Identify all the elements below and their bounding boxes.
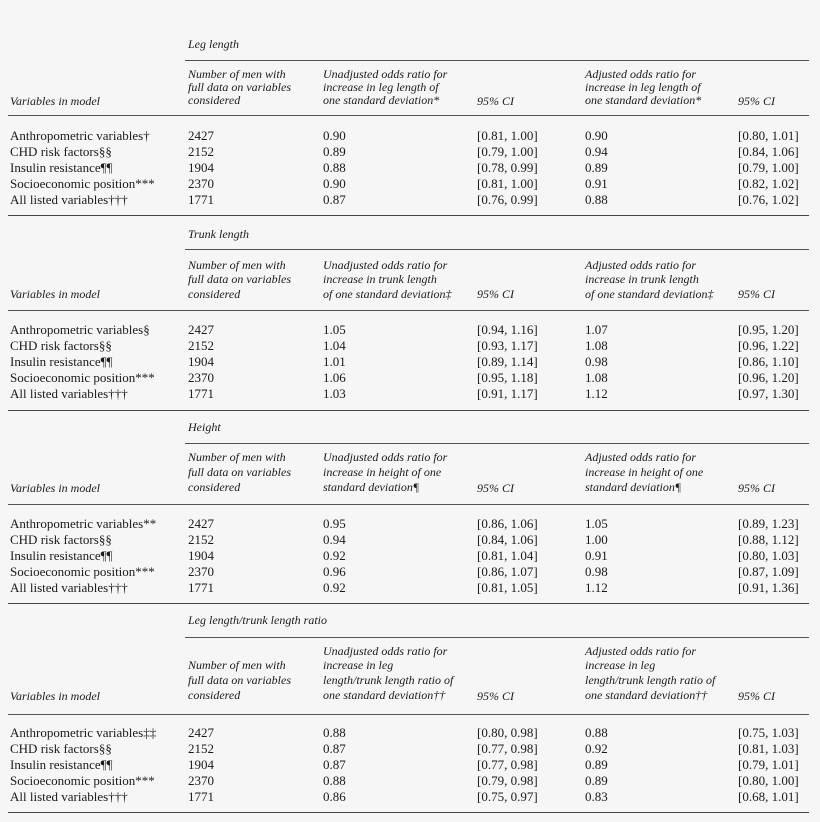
row-ci1: [0.81, 1.00] <box>477 176 538 191</box>
row-unadj: 0.87 <box>323 192 346 207</box>
row-n: 2370 <box>188 370 214 385</box>
row-ci2: [0.68, 1.01] <box>738 789 799 804</box>
col-unadj-line-2: increase in height of one <box>323 465 442 479</box>
header-rule <box>8 504 809 505</box>
row-n: 1904 <box>188 354 214 369</box>
col-variables-header: Variables in model <box>10 94 100 108</box>
row-unadj: 0.87 <box>323 757 346 772</box>
row-unadj: 0.88 <box>323 773 346 788</box>
col-ci1-header: 95% CI <box>477 287 514 301</box>
row-ci2: [0.86, 1.10] <box>738 354 799 369</box>
row-ci1: [0.81, 1.04] <box>477 548 538 563</box>
row-ci2: [0.88, 1.12] <box>738 532 799 547</box>
row-n: 2370 <box>188 773 214 788</box>
row-ci2: [0.96, 1.22] <box>738 338 799 353</box>
col-n-line-2: full data on variables <box>188 272 291 286</box>
row-unadj: 0.87 <box>323 741 346 756</box>
row-adj: 0.94 <box>585 144 608 159</box>
row-unadj: 1.05 <box>323 322 346 337</box>
row-label: Anthropometric variables§ <box>10 322 150 337</box>
col-unadj-line-1: Unadjusted odds ratio for <box>323 644 448 658</box>
section-title: Leg length <box>188 37 239 51</box>
col-variables-header: Variables in model <box>10 481 100 495</box>
col-adj-line-1: Adjusted odds ratio for <box>585 258 697 272</box>
row-n: 2370 <box>188 564 214 579</box>
row-label: Socioeconomic position*** <box>10 773 155 788</box>
row-ci2: [0.95, 1.20] <box>738 322 799 337</box>
row-ci1: [0.78, 0.99] <box>477 160 538 175</box>
row-adj: 1.05 <box>585 516 608 531</box>
row-adj: 0.89 <box>585 757 608 772</box>
col-unadj-line-4: one standard deviation†† <box>323 688 446 702</box>
row-ci2: [0.76, 1.02] <box>738 192 799 207</box>
row-unadj: 1.03 <box>323 386 346 401</box>
section-end-rule <box>8 812 809 813</box>
row-n: 1904 <box>188 160 214 175</box>
row-label: CHD risk factors§§ <box>10 741 112 756</box>
row-ci1: [0.79, 0.98] <box>477 773 538 788</box>
row-adj: 0.98 <box>585 354 608 369</box>
col-n-line-1: Number of men with <box>188 67 286 81</box>
row-ci1: [0.94, 1.16] <box>477 322 538 337</box>
row-adj: 0.92 <box>585 741 608 756</box>
row-unadj: 0.88 <box>323 725 346 740</box>
col-n-line-1: Number of men with <box>188 658 286 672</box>
col-adj-line-1: Adjusted odds ratio for <box>585 644 697 658</box>
row-label: Anthropometric variables** <box>10 516 157 531</box>
col-unadj-line-2: increase in leg length of <box>323 80 439 94</box>
row-ci1: [0.86, 1.06] <box>477 516 538 531</box>
row-label: All listed variables††† <box>10 386 128 401</box>
row-ci2: [0.81, 1.03] <box>738 741 799 756</box>
row-n: 2152 <box>188 144 214 159</box>
col-unadj-line-1: Unadjusted odds ratio for <box>323 258 448 272</box>
row-n: 1771 <box>188 386 214 401</box>
col-unadj-line-3: one standard deviation* <box>323 93 440 107</box>
row-ci2: [0.80, 1.00] <box>738 773 799 788</box>
row-n: 2152 <box>188 338 214 353</box>
row-unadj: 0.86 <box>323 789 346 804</box>
col-adj-line-2: increase in leg length of <box>585 80 701 94</box>
row-n: 1904 <box>188 757 214 772</box>
row-ci2: [0.97, 1.30] <box>738 386 799 401</box>
col-unadj-line-2: increase in leg <box>323 658 394 672</box>
col-variables-header: Variables in model <box>10 689 100 703</box>
col-n-line-3: considered <box>188 480 241 494</box>
row-unadj: 0.95 <box>323 516 346 531</box>
row-unadj: 0.88 <box>323 160 346 175</box>
row-ci1: [0.95, 1.18] <box>477 370 538 385</box>
row-n: 2152 <box>188 741 214 756</box>
row-unadj: 0.92 <box>323 548 346 563</box>
section-end-rule <box>8 410 809 411</box>
row-n: 2427 <box>188 725 214 740</box>
row-adj: 0.98 <box>585 564 608 579</box>
row-adj: 0.88 <box>585 192 608 207</box>
col-n-line-3: considered <box>188 93 241 107</box>
row-adj: 1.12 <box>585 580 608 595</box>
row-n: 2370 <box>188 176 214 191</box>
row-n: 1771 <box>188 192 214 207</box>
col-adj-line-1: Adjusted odds ratio for <box>585 450 697 464</box>
row-n: 2427 <box>188 516 214 531</box>
col-ci1-header: 95% CI <box>477 689 514 703</box>
row-ci1: [0.86, 1.07] <box>477 564 538 579</box>
col-ci2-header: 95% CI <box>738 94 775 108</box>
row-n: 2427 <box>188 322 214 337</box>
col-ci1-header: 95% CI <box>477 481 514 495</box>
row-label: Anthropometric variables‡‡ <box>10 725 157 740</box>
row-adj: 1.07 <box>585 322 608 337</box>
row-n: 1771 <box>188 580 214 595</box>
row-adj: 0.89 <box>585 160 608 175</box>
row-ci2: [0.89, 1.23] <box>738 516 799 531</box>
row-adj: 1.08 <box>585 370 608 385</box>
row-label: CHD risk factors§§ <box>10 144 112 159</box>
col-n-line-2: full data on variables <box>188 465 291 479</box>
col-adj-line-2: increase in leg <box>585 658 656 672</box>
row-unadj: 1.01 <box>323 354 346 369</box>
col-ci2-header: 95% CI <box>738 481 775 495</box>
row-label: CHD risk factors§§ <box>10 338 112 353</box>
row-ci2: [0.82, 1.02] <box>738 176 799 191</box>
col-adj-line-3: standard deviation¶ <box>585 480 682 494</box>
row-label: Insulin resistance¶¶ <box>10 548 113 563</box>
row-ci1: [0.77, 0.98] <box>477 757 538 772</box>
row-label: Insulin resistance¶¶ <box>10 160 113 175</box>
row-label: Insulin resistance¶¶ <box>10 757 113 772</box>
row-ci1: [0.93, 1.17] <box>477 338 538 353</box>
col-variables-header: Variables in model <box>10 287 100 301</box>
row-ci2: [0.80, 1.01] <box>738 128 799 143</box>
row-ci1: [0.89, 1.14] <box>477 354 538 369</box>
col-adj-line-3: one standard deviation* <box>585 93 702 107</box>
section-title: Leg length/trunk length ratio <box>188 613 327 627</box>
col-adj-line-2: increase in height of one <box>585 465 704 479</box>
header-rule <box>8 310 809 311</box>
row-label: Anthropometric variables† <box>10 128 150 143</box>
col-ci2-header: 95% CI <box>738 287 775 301</box>
row-ci2: [0.75, 1.03] <box>738 725 799 740</box>
row-label: Insulin resistance¶¶ <box>10 354 113 369</box>
row-ci2: [0.96, 1.20] <box>738 370 799 385</box>
row-ci2: [0.80, 1.03] <box>738 548 799 563</box>
row-adj: 0.91 <box>585 176 608 191</box>
row-ci1: [0.79, 1.00] <box>477 144 538 159</box>
row-adj: 0.89 <box>585 773 608 788</box>
header-rule <box>8 714 809 715</box>
col-adj-line-3: length/trunk length ratio of <box>585 673 716 687</box>
row-unadj: 0.92 <box>323 580 346 595</box>
row-unadj: 0.94 <box>323 532 346 547</box>
row-adj: 1.08 <box>585 338 608 353</box>
row-ci1: [0.76, 0.99] <box>477 192 538 207</box>
section-title: Trunk length <box>188 227 250 241</box>
row-unadj: 1.06 <box>323 370 346 385</box>
row-ci1: [0.77, 0.98] <box>477 741 538 756</box>
section-title-rule <box>185 443 809 444</box>
row-unadj: 0.96 <box>323 564 346 579</box>
col-adj-line-1: Adjusted odds ratio for <box>585 67 697 81</box>
section-end-rule <box>8 603 809 604</box>
col-unadj-line-1: Unadjusted odds ratio for <box>323 67 448 81</box>
row-ci2: [0.84, 1.06] <box>738 144 799 159</box>
row-ci1: [0.91, 1.17] <box>477 386 538 401</box>
row-unadj: 0.90 <box>323 176 346 191</box>
row-ci2: [0.79, 1.00] <box>738 160 799 175</box>
col-n-line-3: considered <box>188 287 241 301</box>
col-unadj-line-3: of one standard deviation‡ <box>323 287 452 301</box>
row-unadj: 1.04 <box>323 338 346 353</box>
row-n: 1771 <box>188 789 214 804</box>
row-label: CHD risk factors§§ <box>10 532 112 547</box>
row-n: 1904 <box>188 548 214 563</box>
row-ci1: [0.81, 1.00] <box>477 128 538 143</box>
col-n-line-1: Number of men with <box>188 258 286 272</box>
row-ci2: [0.91, 1.36] <box>738 580 799 595</box>
row-label: All listed variables††† <box>10 580 128 595</box>
row-ci2: [0.79, 1.01] <box>738 757 799 772</box>
row-ci1: [0.80, 0.98] <box>477 725 538 740</box>
col-unadj-line-1: Unadjusted odds ratio for <box>323 450 448 464</box>
section-title-rule <box>185 637 809 638</box>
row-adj: 1.00 <box>585 532 608 547</box>
row-ci2: [0.87, 1.09] <box>738 564 799 579</box>
col-n-line-2: full data on variables <box>188 80 291 94</box>
row-adj: 0.88 <box>585 725 608 740</box>
section-end-rule <box>8 215 809 216</box>
row-label: Socioeconomic position*** <box>10 564 155 579</box>
section-title-rule <box>185 249 809 250</box>
col-n-line-1: Number of men with <box>188 450 286 464</box>
row-adj: 0.91 <box>585 548 608 563</box>
col-unadj-line-3: length/trunk length ratio of <box>323 673 454 687</box>
col-unadj-line-3: standard deviation¶ <box>323 480 420 494</box>
row-unadj: 0.90 <box>323 128 346 143</box>
col-ci2-header: 95% CI <box>738 689 775 703</box>
row-ci1: [0.84, 1.06] <box>477 532 538 547</box>
row-unadj: 0.89 <box>323 144 346 159</box>
col-n-line-2: full data on variables <box>188 673 291 687</box>
row-label: Socioeconomic position*** <box>10 370 155 385</box>
row-ci1: [0.75, 0.97] <box>477 789 538 804</box>
row-label: Socioeconomic position*** <box>10 176 155 191</box>
row-adj: 1.12 <box>585 386 608 401</box>
row-n: 2427 <box>188 128 214 143</box>
col-n-line-3: considered <box>188 688 241 702</box>
row-adj: 0.83 <box>585 789 608 804</box>
section-title-rule <box>185 60 809 61</box>
col-unadj-line-2: increase in trunk length <box>323 272 437 286</box>
col-adj-line-4: one standard deviation†† <box>585 688 708 702</box>
header-rule <box>8 115 809 116</box>
col-adj-line-2: increase in trunk length <box>585 272 699 286</box>
row-ci1: [0.81, 1.05] <box>477 580 538 595</box>
row-label: All listed variables††† <box>10 192 128 207</box>
row-label: All listed variables††† <box>10 789 128 804</box>
col-ci1-header: 95% CI <box>477 94 514 108</box>
section-title: Height <box>188 420 221 434</box>
col-adj-line-3: of one standard deviation‡ <box>585 287 714 301</box>
row-n: 2152 <box>188 532 214 547</box>
row-adj: 0.90 <box>585 128 608 143</box>
